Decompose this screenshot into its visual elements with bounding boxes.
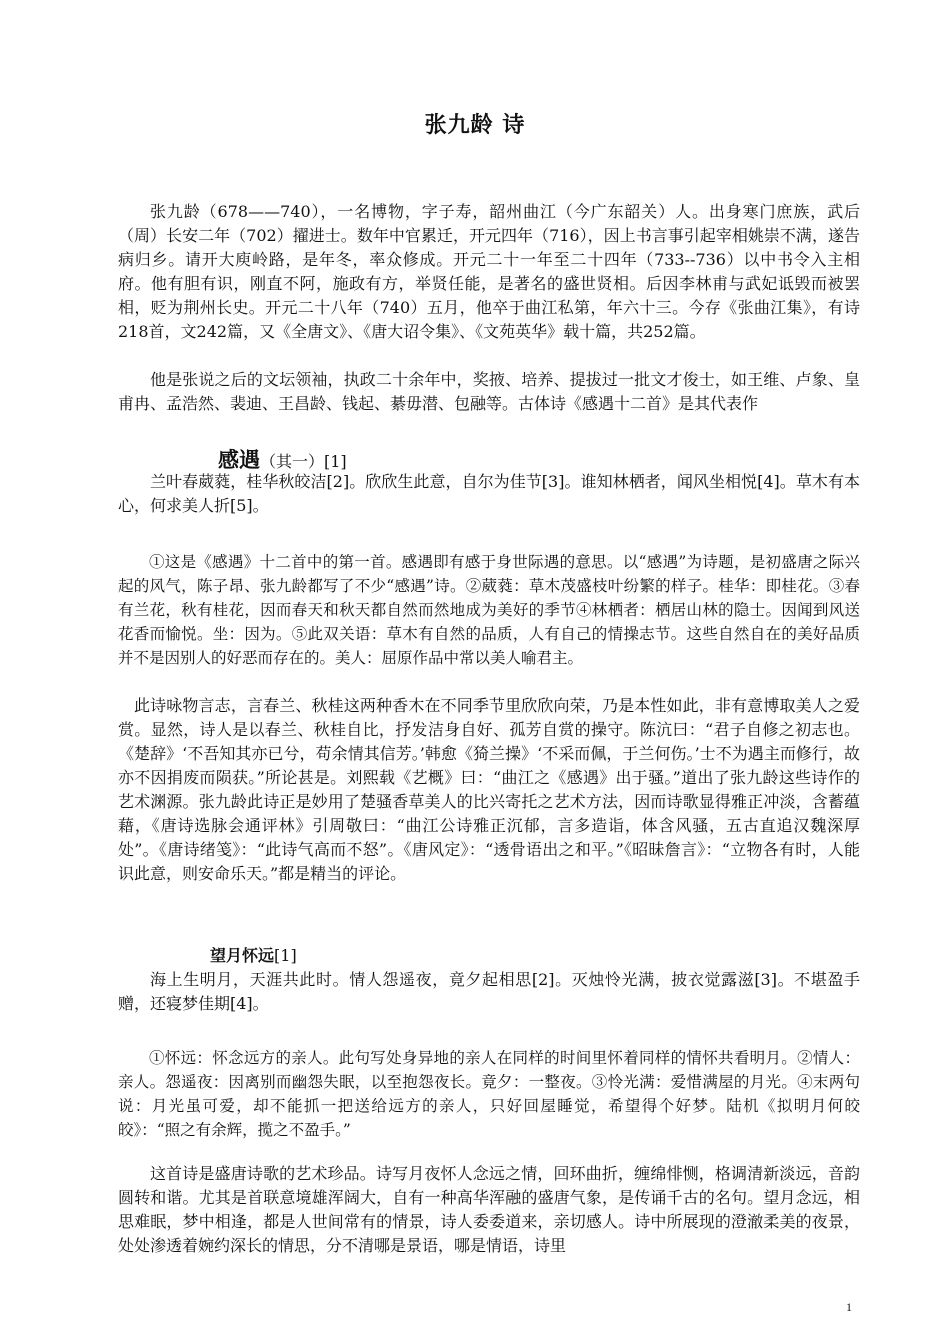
poem1-text: 兰叶春葳蕤，桂华秋皎洁[2]。欣欣生此意，自尔为佳节[3]。谁知林栖者，闻风坐相悦[4]。草木有本心，何求美人折[5]。 (118, 472, 860, 515)
poem1-subtitle: （其一）[1] (260, 452, 347, 471)
intro-paragraph-1: 张九龄（678——740），一名博物，字子寿，韶州曲江（今广东韶关）人。出身寒门庶族，武后（周）长安二年（702）擢进士。数年中官累迁，开元四年（716），因上书言事引起宰相姚崇不满，遂告病归乡。请开大庾岭路，是年冬，率众修成。开元二十一年至二十四年（733--736）以中书令入主相府。他有胆有识，刚直不阿，施政有方，举贤任能，是著名的盛世贤相。后因李林甫与武妃诋毁而被罢相，贬为荆州长史。开元二十八年（740）五月，他卒于曲江私第，年六十三。今存《张曲江集》，有诗218首，文242篇，又《全唐文》、《唐大诏令集》、《文苑英华》载十篇，共252篇。 (118, 202, 860, 341)
poem2-text: 海上生明月，天涯共此时。情人怨遥夜，竟夕起相思[2]。灭烛怜光满，披衣觉露滋[3]。不堪盈手赠，还寝梦佳期[4]。 (118, 970, 860, 1013)
poem1-title: 感遇 (218, 448, 260, 472)
page-number: 1 (846, 1300, 852, 1314)
intro-paragraph-2: 他是张说之后的文坛领袖，执政二十余年中，奖掖、培养、提拔过一批文才俊士，如王维、卢象、皇甫冉、孟浩然、裴迪、王昌龄、钱起、綦毋潜、包融等。古体诗《感遇十二首》是其代表作 (118, 370, 860, 413)
page-title: 张九龄 诗 (424, 113, 526, 138)
poem1-commentary: 此诗咏物言志，言春兰、秋桂这两种香木在不同季节里欣欣向荣，乃是本性如此，非有意博取美人之爱赏。显然，诗人是以春兰、秋桂自比，抒发洁身自好、孤芳自赏的操守。陈沆曰：“君子自修之初志也。《楚辞》‘不吾知其亦已兮，苟余情其信芳。’韩愈《猗兰操》‘不采而佩，于兰何伤。’士不为遇主而修行，故亦不因捐废而陨获。”所论甚是。刘熙载《艺概》曰：“曲江之《感遇》出于骚。”道出了张九龄这些诗作的艺术渊源。张九龄此诗正是妙用了楚骚香草美人的比兴寄托之艺术方法，因而诗歌显得雅正冲淡，含蓄蕴藉，《唐诗选脉会通评林》引周敬曰：“曲江公诗雅正沉郁，言多造诣，体含风骚，五古直追汉魏深厚处”。《唐诗绪笺》：“此诗气高而不怒”。《唐风定》：“透骨语出之和平。”《昭昧詹言》：“立物各有时，人能识此意，则安命乐天。”都是精当的评论。 (118, 696, 860, 883)
poem2-notes: ①怀远：怀念远方的亲人。此句写处身异地的亲人在同样的时间里怀着同样的情怀共看明月。②情人：亲人。怨遥夜：因离别而幽怨失眠，以至抱怨夜长。竟夕：一整夜。③怜光满：爱惜满屋的月光。④末两句说：月光虽可爱，却不能抓一把送给远方的亲人，只好回屋睡觉，希望得个好梦。陆机《拟明月何皎皎》：“照之有余辉，揽之不盈手。” (118, 1049, 860, 1139)
poem2-commentary: 这首诗是盛唐诗歌的艺术珍品。诗写月夜怀人念远之情，回环曲折，缠绵悱恻，格调清新淡远，音韵圆转和谐。尤其是首联意境雄浑阔大，自有一种高华浑融的盛唐气象，是传诵千古的名句。望月念远，相思难眠，梦中相逢，都是人世间常有的情景，诗人委委道来，亲切感人。诗中所展现的澄澈柔美的夜景，处处渗透着婉约深长的情思，分不清哪是景语，哪是情语，诗里 (118, 1164, 860, 1255)
poem2-title: 望月怀远 (210, 946, 275, 965)
poem1-notes: ①这是《感遇》十二首中的第一首。感遇即有感于身世际遇的意思。以“感遇”为诗题，是初盛唐之际兴起的风气，陈子昂、张九龄都写了不少“感遇”诗。②葳蕤：草木茂盛枝叶纷繁的样子。桂华：即桂花。③春有兰花，秋有桂花，因而春天和秋天都自然而然地成为美好的季节④林栖者：栖居山林的隐士。因闻到风送花香而愉悦。坐：因为。⑤此双关语：草木有自然的品质，人有自己的情操志节。这些自然自在的美好品质并不是因别人的好恶而存在的。美人：屈原作品中常以美人喻君主。 (118, 553, 860, 667)
poem2-subtitle: [1] (274, 946, 297, 965)
poem2-heading (210, 944, 297, 968)
